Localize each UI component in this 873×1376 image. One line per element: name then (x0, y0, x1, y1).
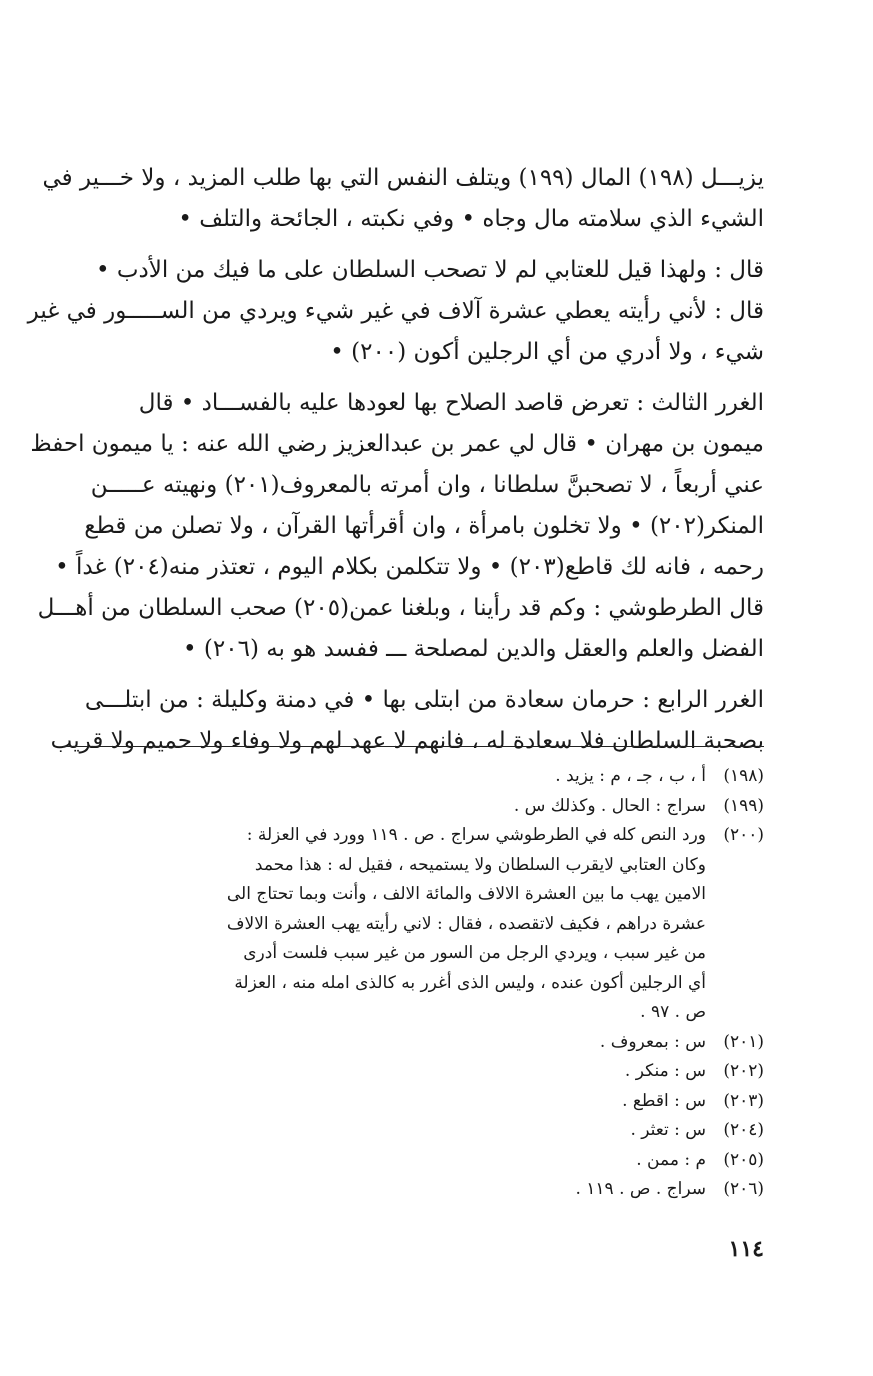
footnote-text (62, 1087, 706, 1117)
footnote-text (62, 1057, 706, 1087)
footnote-198 (62, 762, 764, 792)
footnote-number: (٢٠٣) (723, 1090, 764, 1111)
footnote-line: من غير سبب ، ويردي الرجل من السور من غير سبب فلست أدرى (243, 943, 706, 963)
footnote-line: ص . ٩٧ . (640, 1002, 706, 1022)
text-line: قال : ولهذا قيل للعتابي لم لا تصحب السلطان على ما فيك من الأدب • (95, 257, 764, 283)
footnote-text (62, 762, 706, 792)
footnote-line: أ ، ب ، جـ ، م : يزيد . (555, 766, 706, 786)
text-line: رحمه ، فانه لك قاطع(٢٠٣) • ولا تتكلمن بكلام اليوم ، تعتذر منه(٢٠٤) غداً • (55, 554, 764, 580)
text-line: المنكر(٢٠٢) • ولا تخلون بامرأة ، وان أقرأتها القرآن ، ولا تصلن من قطع (84, 513, 764, 539)
footnote-text (62, 1175, 706, 1205)
text-line: عني أربعاً ، لا تصحبنَّ سلطانا ، وان أمرته بالمعروف(٢٠١) ونهيته عـــــن (90, 472, 764, 498)
text-line: قال : لأني رأيته يعطي عشرة آلاف في غير شيء ويردي من الســـــور في غير (27, 298, 764, 324)
footnote-206 (62, 1175, 764, 1205)
footnote-number: (٢٠١) (723, 1031, 764, 1052)
text-line: الغرر الثالث : تعرض قاصد الصلاح بها لعودها عليه بالفســـاد • قال (138, 390, 764, 416)
text-line: الشيء الذي سلامته مال وجاه • وفي نكبته ، الجائحة والتلف • (178, 206, 764, 232)
footnote-number: (٢٠٥) (723, 1149, 764, 1170)
paragraph-4 (50, 680, 764, 762)
footnote-line: عشرة دراهم ، فكيف لاتقصده ، فقال : لاني رأيته يهب العشرة الالاف (226, 913, 706, 934)
footnote-number: (١٩٨) (723, 766, 764, 786)
footnote-text (62, 792, 706, 822)
footnote-line: ورد النص كله في الطرطوشي سراج . ص . ١١٩ وورد في العزلة : (246, 825, 706, 845)
footnote-199 (62, 792, 764, 822)
footnote-number: (١٩٩) (723, 795, 764, 816)
main-text (27, 158, 764, 772)
text-line: شيء ، ولا أدري من أي الرجلين أكون (٢٠٠) • (330, 339, 764, 365)
paragraph-2 (27, 250, 764, 373)
footnote-text (62, 1116, 706, 1146)
footnote-line: س : تعثر . (630, 1120, 706, 1140)
text-line: ميمون بن مهران • قال لي عمر بن عبدالعزيز رضي الله عنه : يا ميمون احفظ (30, 431, 764, 457)
footnote-line: س : بمعروف . (599, 1031, 706, 1052)
text-line: يزيـــل (١٩٨) المال (١٩٩) ويتلف النفس التي بها طلب المزيد ، ولا خـــير في (42, 165, 764, 191)
footnote-text (62, 1146, 706, 1176)
footnote-201 (62, 1028, 764, 1058)
footnote-text (62, 821, 706, 1028)
paragraph-1 (42, 158, 764, 240)
footnote-line: أي الرجلين أكون عنده ، وليس الذى أغرر به كالذى امله منه ، العزلة (234, 972, 706, 993)
footnote-line: سراج : الحال . وكذلك س . (513, 795, 706, 816)
footnote-divider (62, 746, 764, 747)
footnote-number: (٢٠٤) (723, 1120, 764, 1140)
footnote-204 (62, 1116, 764, 1146)
footnote-number: (٢٠٠) (723, 825, 764, 845)
footnote-number: (٢٠٦) (723, 1179, 764, 1199)
footnote-line: الامين يهب ما بين العشرة الالاف والمائة الالف ، وأنت وبما تحتاج الى (226, 884, 706, 904)
text-line: الفضل والعلم والعقل والدين لمصلحة ـــ ففسد هو به (٢٠٦) • (183, 636, 764, 662)
footnote-line: وكان العتابي لايقرب السلطان ولا يستميحه ، فقيل له : هذا محمد (254, 854, 706, 875)
footnote-202 (62, 1057, 764, 1087)
footnote-text (62, 1028, 706, 1058)
footnote-line: م : ممن . (636, 1149, 706, 1170)
footnote-line: س : اقطع . (622, 1090, 706, 1111)
footnote-205 (62, 1146, 764, 1176)
text-line: بصحبة السلطان فلا سعادة له ، فانهم لا عهد لهم ولا وفاء ولا حميم ولا قريب (50, 728, 764, 754)
page-number: ١١٤ (728, 1236, 764, 1262)
footnote-200 (62, 821, 764, 1028)
text-line: الغرر الرابع : حرمان سعادة من ابتلى بها • في دمنة وكليلة : من ابتلـــى (84, 687, 764, 713)
paragraph-3 (30, 383, 764, 670)
footnote-line: سراج . ص . ١١٩ . (575, 1179, 706, 1199)
footnote-203 (62, 1087, 764, 1117)
footnote-line: س : منكر . (624, 1061, 706, 1081)
footnotes (62, 762, 764, 1205)
text-line: قال الطرطوشي : وكم قد رأينا ، وبلغنا عمن(٢٠٥) صحب السلطان من أهـــل (37, 595, 764, 621)
footnote-number: (٢٠٢) (723, 1061, 764, 1081)
